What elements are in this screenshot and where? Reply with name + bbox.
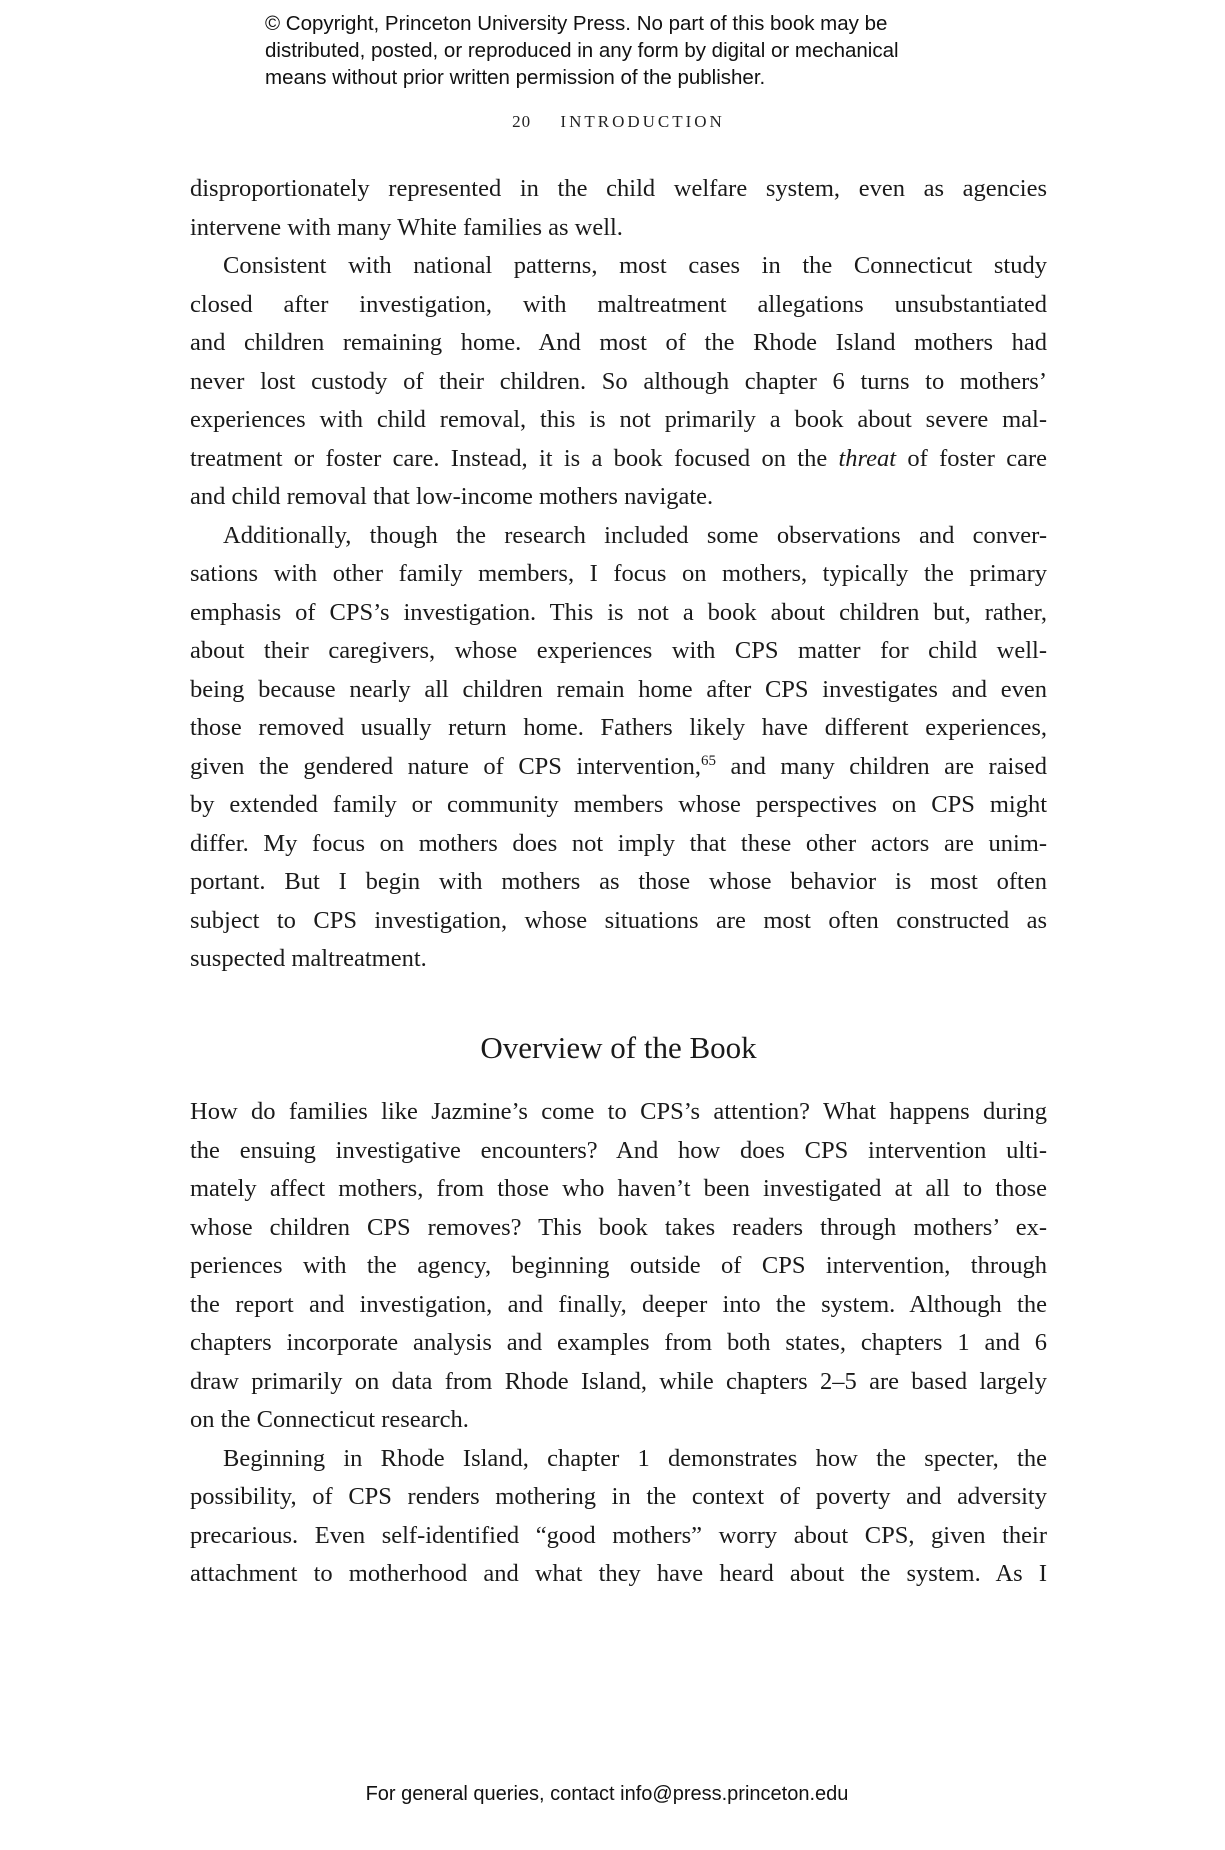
text-line: portant. But I begin with mothers as those whose behavior is most often xyxy=(190,868,1047,895)
text-line: sations with other family members, I focus on mothers, typically the primary xyxy=(190,560,1047,587)
page-number: 20 xyxy=(512,112,532,131)
text-line xyxy=(190,748,1047,787)
text-line: precarious. Even self-identified “good mothers” worry about CPS, given their xyxy=(190,1521,1047,1549)
text-line: emphasis of CPS’s investigation. This is not a book about children but, rather, xyxy=(190,598,1047,626)
text-run: of foster care xyxy=(896,444,1047,472)
text-line: intervene with many White families as well. xyxy=(190,213,623,241)
copyright-line: distributed, posted, or reproduced in any form by digital or mechanical xyxy=(265,39,899,62)
body-text-section-1 xyxy=(190,170,1047,979)
copyright-line: means without prior written permission of the publisher. xyxy=(265,66,766,89)
text-line: and children remaining home. And most of the Rhode Island mothers had xyxy=(190,329,1047,356)
paragraph xyxy=(190,1440,1047,1594)
text-run: given the gendered nature of CPS intervention, xyxy=(190,752,701,780)
text-line: subject to CPS investigation, whose situations are most often constructed as xyxy=(190,906,1047,934)
text-line: closed after investigation, with maltreatment allegations unsubstantiated xyxy=(190,290,1047,318)
text-line: by extended family or community members whose perspectives on CPS might xyxy=(190,791,1047,818)
paragraph xyxy=(190,170,1047,247)
text-line: never lost custody of their children. So although chapter 6 turns to mothers’ xyxy=(190,367,1047,395)
text-line: on the Connecticut research. xyxy=(190,1406,469,1433)
footnote-reference[interactable]: 65 xyxy=(700,752,716,769)
text-line: the ensuing investigative encounters? And how does CPS intervention ulti- xyxy=(190,1136,1047,1164)
text-line: being because nearly all children remain home after CPS investigates and even xyxy=(190,675,1047,703)
text-line: How do families like Jazmine’s come to CPS’s attention? What happens during xyxy=(190,1098,1047,1125)
text-line: Beginning in Rhode Island, chapter 1 demonstrates how the specter, the xyxy=(223,1444,1047,1472)
running-head xyxy=(0,112,1225,132)
text-run: treatment or foster care. Instead, it is a book focused on the xyxy=(190,444,839,472)
text-line: whose children CPS removes? This book takes readers through mothers’ ex- xyxy=(190,1213,1047,1241)
text-line: about their caregivers, whose experiences with CPS matter for child well- xyxy=(190,637,1047,664)
paragraph xyxy=(190,517,1047,979)
text-line: Additionally, though the research included some observations and conver- xyxy=(223,521,1047,549)
text-line xyxy=(190,440,1047,479)
text-line: those removed usually return home. Fathers likely have different experiences, xyxy=(190,714,1047,741)
text-run: and many children are raised xyxy=(715,752,1047,780)
text-line: experiences with child removal, this is not primarily a book about severe mal- xyxy=(190,406,1047,433)
text-line: mately affect mothers, from those who haven’t been investigated at all to those xyxy=(190,1175,1047,1202)
text-line: possibility, of CPS renders mothering in the context of poverty and adversity xyxy=(190,1483,1047,1510)
paragraph xyxy=(190,1093,1047,1440)
text-line: chapters incorporate analysis and examples from both states, chapters 1 and 6 xyxy=(190,1329,1047,1356)
paragraph xyxy=(190,247,1047,517)
chapter-title: INTRODUCTION xyxy=(560,112,725,131)
copyright-notice xyxy=(265,10,899,91)
copyright-line: © Copyright, Princeton University Press. No part of this book may be xyxy=(265,12,888,35)
text-line: draw primarily on data from Rhode Island, while chapters 2–5 are based largely xyxy=(190,1367,1047,1395)
text-line: periences with the agency, beginning outside of CPS intervention, through xyxy=(190,1252,1047,1279)
text-line: suspected maltreatment. xyxy=(190,945,427,972)
text-line: disproportionately represented in the child welfare system, even as agencies xyxy=(190,175,1047,202)
text-line: Consistent with national patterns, most cases in the Connecticut study xyxy=(223,252,1047,279)
text-line: and child removal that low-income mothers navigate. xyxy=(190,483,714,510)
body-text-section-2 xyxy=(190,1093,1047,1594)
text-line: the report and investigation, and finally, deeper into the system. Although the xyxy=(190,1290,1047,1318)
text-line: differ. My focus on mothers does not imply that these other actors are unim- xyxy=(190,829,1047,857)
footer-contact: For general queries, contact info@press.princeton.edu xyxy=(365,1783,849,1805)
italic-emphasis: threat xyxy=(838,444,897,472)
section-heading: Overview of the Book xyxy=(480,1030,757,1065)
text-line: attachment to motherhood and what they have heard about the system. As I xyxy=(190,1560,1047,1587)
